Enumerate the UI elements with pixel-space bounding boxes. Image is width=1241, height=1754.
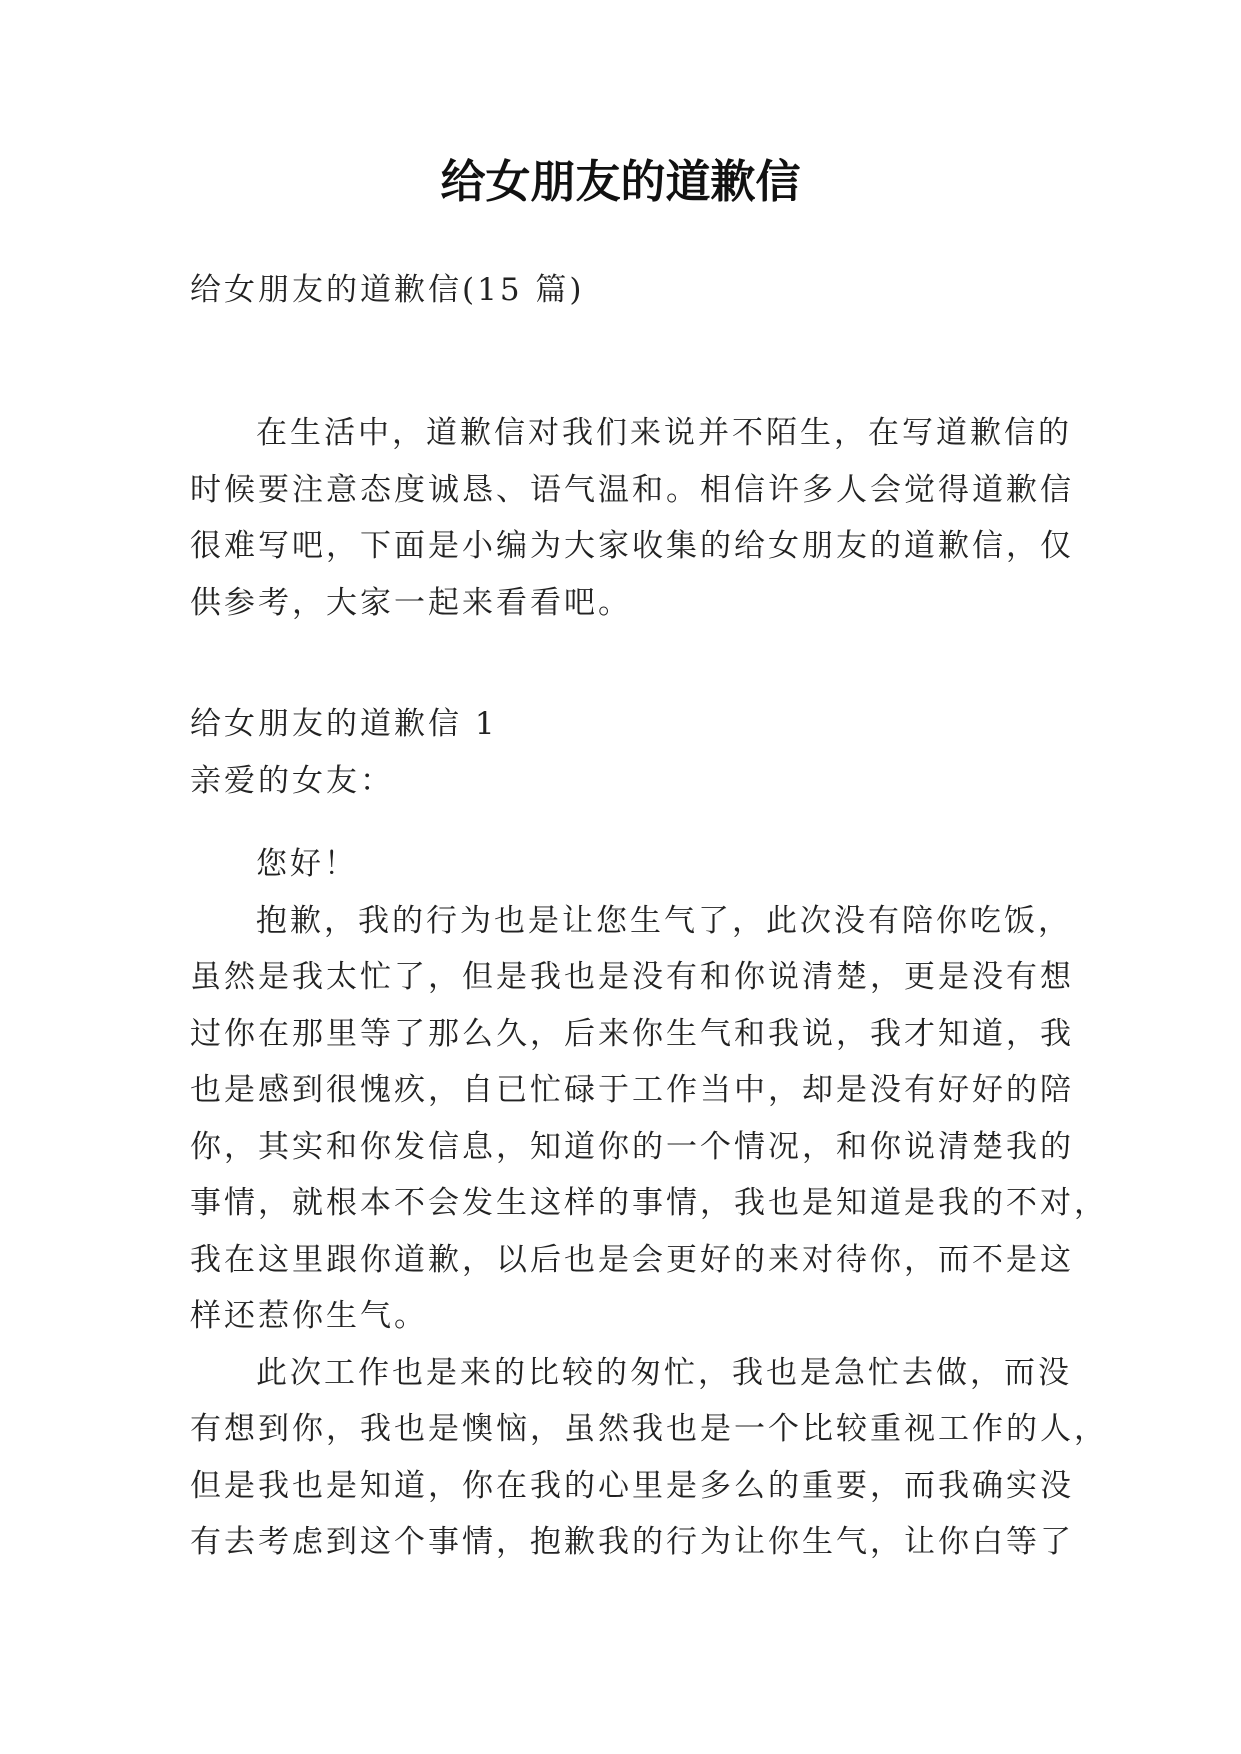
paragraph-1-line: 事情，就根本不会发生这样的事情，我也是知道是我的不对， [190, 1185, 1108, 1221]
letter-header [190, 696, 1050, 809]
section-heading: 给女朋友的道歉信 1 [190, 706, 498, 742]
paragraph-1-line: 抱歉，我的行为也是让您生气了，此次没有陪你吃饭， [256, 902, 1072, 939]
greeting: 您好！ [256, 846, 358, 882]
paragraph-1-line: 我在这里跟你道歉，以后也是会更好的来对待你，而不是这 [190, 1241, 1074, 1278]
salutation: 亲爱的女友： [190, 762, 394, 799]
intro-line: 时候要注意态度诚恳、语气温和。相信许多人会觉得道歉信 [190, 471, 1074, 508]
paragraph-2-line: 有去考虑到这个事情，抱歉我的行为让你生气，让你白等了 [190, 1524, 1074, 1560]
intro-paragraph [190, 405, 1074, 631]
letter-body [190, 836, 1108, 1571]
paragraph-1-line: 虽然是我太忙了，但是我也是没有和你说清楚，更是没有想 [190, 959, 1074, 995]
intro-line: 在生活中，道歉信对我们来说并不陌生，在写道歉信的 [256, 415, 1072, 451]
paragraph-2-line: 此次工作也是来的比较的匆忙，我也是急忙去做，而没 [256, 1354, 1072, 1391]
paragraph-2-line: 但是我也是知道，你在我的心里是多么的重要，而我确实没 [190, 1467, 1074, 1504]
document-subtitle: 给女朋友的道歉信(15 篇) [190, 272, 585, 308]
intro-line: 供参考，大家一起来看看吧。 [190, 584, 632, 621]
intro-line: 很难写吧，下面是小编为大家收集的给女朋友的道歉信，仅 [190, 528, 1074, 564]
document-title: 给女朋友的道歉信 [440, 155, 801, 208]
paragraph-1-line: 过你在那里等了那么久，后来你生气和我说，我才知道，我 [190, 1015, 1074, 1052]
paragraph-2-line: 有想到你，我也是懊恼，虽然我也是一个比较重视工作的人， [190, 1411, 1108, 1447]
paragraph-1-line: 也是感到很愧疚，自已忙碌于工作当中，却是没有好好的陪 [190, 1072, 1074, 1108]
paragraph-1-line: 样还惹你生气。 [190, 1298, 428, 1334]
paragraph-1-line: 你，其实和你发信息，知道你的一个情况，和你说清楚我的 [190, 1128, 1074, 1165]
